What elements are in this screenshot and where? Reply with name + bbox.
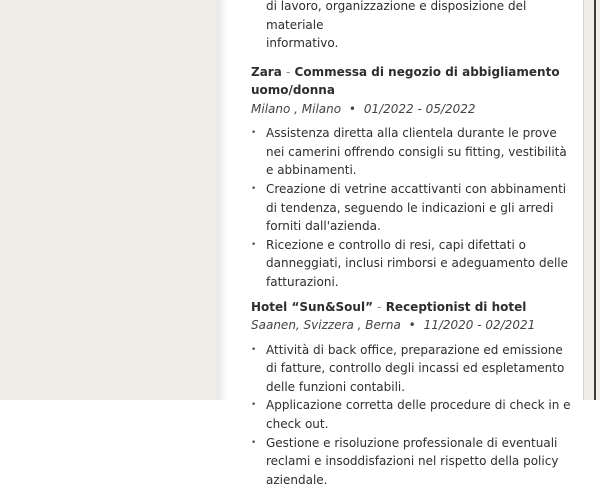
job-bullets	[251, 341, 576, 489]
company-name: Zara	[251, 64, 282, 79]
previous-bullet-continuation	[251, 0, 576, 53]
page-edge	[583, 0, 600, 400]
job-meta	[251, 100, 576, 119]
job-dates: 01/2022 - 05/2022	[363, 101, 476, 116]
list-item: • Applicazione corretta delle procedure di check in e check out.	[251, 396, 576, 433]
list-item: • Assistenza diretta alla clientela durante le prove nei camerini offrendo consigli su fitting, vestibilità e abbinamenti.	[251, 124, 576, 180]
title-separator: -	[286, 64, 291, 79]
job-title	[251, 63, 576, 100]
job-role: Commessa di negozio di abbigliamento uomo/donna	[251, 64, 560, 98]
job-entry	[251, 63, 576, 292]
continuation-line: informativo.	[266, 36, 339, 51]
job-entry	[251, 298, 576, 489]
title-separator: -	[377, 299, 382, 314]
job-dates: 11/2020 - 02/2021	[423, 318, 536, 333]
job-bullets	[251, 124, 576, 291]
experience-section	[251, 0, 576, 489]
continuation-line: di lavoro, organizzazione e disposizione del materiale	[266, 0, 527, 32]
company-name: Hotel “Sun&Soul”	[251, 299, 373, 314]
meta-separator: •	[408, 318, 416, 333]
list-item: • Ricezione e controllo di resi, capi difettati o danneggiati, inclusi rimborsi e adeguamento delle fatturazioni.	[251, 236, 576, 292]
list-item: • Creazione di vetrine accattivanti con abbinamenti di tendenza, seguendo le indicazioni e gli arredi forniti dall'azienda.	[251, 180, 576, 236]
sidebar-panel	[0, 0, 217, 400]
job-title	[251, 298, 576, 317]
sidebar-shadow	[217, 0, 227, 400]
meta-separator: •	[348, 101, 356, 116]
job-meta	[251, 316, 576, 335]
job-location: Milano , Milano	[251, 101, 342, 116]
list-item: • Gestione e risoluzione professionale di eventuali reclami e insoddisfazioni nel rispetto della policy aziendale.	[251, 434, 576, 489]
job-role: Receptionist di hotel	[385, 299, 527, 314]
list-item: • Attività di back office, preparazione ed emissione di fatture, controllo degli incassi ed espletamento delle funzioni contabili.	[251, 341, 576, 397]
job-location: Saanen, Svizzera , Berna	[251, 318, 401, 333]
